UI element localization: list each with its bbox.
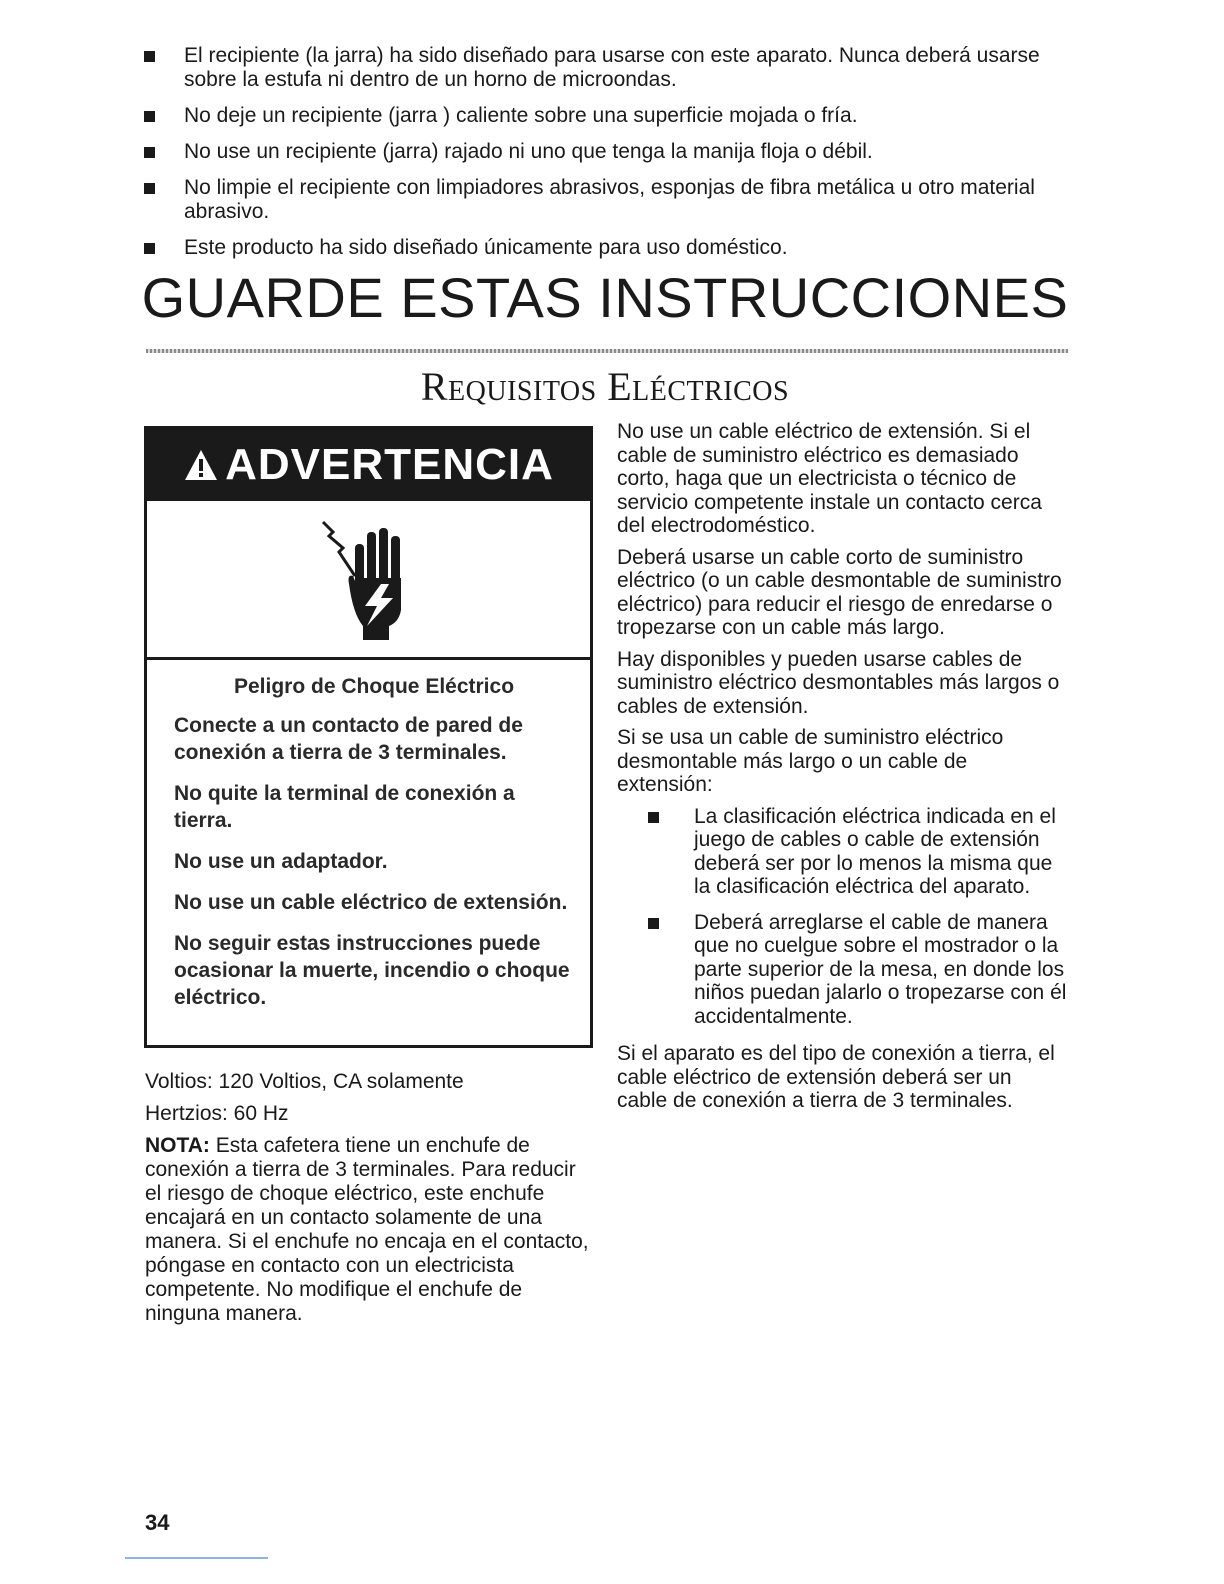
guidance-paragraph: No use un cable eléctrico de extensión. Si el cable de suministro eléctrico es demasiado corto, haga que un electricista o técnico de servicio competente instale un contacto cerca del electrodoméstico. (617, 420, 1042, 537)
section-divider (146, 349, 1068, 353)
save-instructions-headline: GUARDE ESTAS INSTRUCCIONES (141, 266, 1069, 329)
nota-text: Esta cafetera tiene un enchufe de conexión a tierra de 3 terminales. Para reducir el riesgo de choque eléctrico, este enchufe encajará en un contacto solamente de una manera. Si el enchufe no encaja en el contacto, póngase en contacto con un electricista competente. No modifique el enchufe de ninguna manera. (145, 1134, 589, 1325)
guidance-bullet: La clasificación eléctrica indicada en el juego de cables o cable de extensión deberá ser por lo menos la misma que la clasificación eléctrica del aparato. (617, 805, 1067, 899)
guidance-paragraph: Si se usa un cable de suministro eléctrico desmontable más largo o un cable de extensión: (617, 726, 1004, 796)
safety-bullet: No deje un recipiente (jarra ) caliente sobre una superficie mojada o fría. (140, 104, 1060, 128)
safety-bullet: No limpie el recipiente con limpiadores abrasivos, esponjas de fibra metálica u otro material abrasivo. (140, 176, 1060, 224)
guidance-paragraph: Hay disponibles y pueden usarse cables de suministro eléctrico desmontables más largos o cables de extensión. (617, 647, 1060, 718)
guidance-bullet: Deberá arreglarse el cable de manera que no cuelgue sobre el mostrador o la parte superior de la mesa, en donde los niños puedan jalarlo o tropezarse con él accidentalmente. (617, 911, 1067, 1029)
warning-triangle-icon (183, 448, 219, 482)
warning-hazard-title: Peligro de Choque Eléctrico (233, 675, 515, 698)
page-number: 34 (145, 1510, 170, 1535)
guidance-bullet-list (617, 805, 1067, 1029)
footer-line (125, 1557, 268, 1559)
warning-line: No use un cable eléctrico de extensión. (174, 891, 568, 914)
warning-box (144, 426, 593, 1048)
nota-paragraph (145, 1134, 595, 1326)
safety-bullet: No use un recipiente (jarra) rajado ni uno que tenga la manija floja o débil. (140, 140, 1060, 164)
warning-text (174, 673, 574, 1025)
electrical-specs (145, 1070, 595, 1334)
safety-bullet: El recipiente (la jarra) ha sido diseñado para usarse con este aparato. Nunca deberá usarse sobre la estufa ni dentro de un horno de microondas. (140, 44, 1060, 92)
electrical-shock-hand-icon (309, 514, 429, 644)
section-title: Requisitos Eléctricos (420, 364, 790, 409)
warning-line: No seguir estas instrucciones puede ocasionar la muerte, incendio o choque eléctrico. (174, 932, 570, 1009)
voltage-spec: Voltios: 120 Voltios, CA solamente (145, 1070, 464, 1093)
warning-title: ADVERTENCIA (225, 440, 554, 489)
nota-label: NOTA: (145, 1134, 210, 1157)
warning-line: No use un adaptador. (174, 850, 388, 873)
warning-line: No quite la terminal de conexión a tierra. (174, 782, 515, 832)
safety-bullet: Este producto ha sido diseñado únicamente para uso doméstico. (140, 236, 1060, 260)
safety-bullet-list (140, 44, 1060, 272)
guidance-paragraph: Deberá usarse un cable corto de suministro eléctrico (o un cable desmontable de suministro eléctrico) para reducir el riesgo de enredarse o tropezarse con un cable más largo. (617, 545, 1062, 639)
extension-cord-guidance (617, 420, 1067, 1121)
warning-header (147, 429, 590, 501)
frequency-spec: Hertzios: 60 Hz (145, 1102, 289, 1125)
hazard-icon-panel (147, 501, 590, 660)
guidance-closing: Si el aparato es del tipo de conexión a tierra, el cable eléctrico de extensión deberá ser un cable de conexión a tierra de 3 terminales. (617, 1042, 1055, 1112)
warning-line: Conecte a un contacto de pared de conexión a tierra de 3 terminales. (174, 714, 523, 764)
